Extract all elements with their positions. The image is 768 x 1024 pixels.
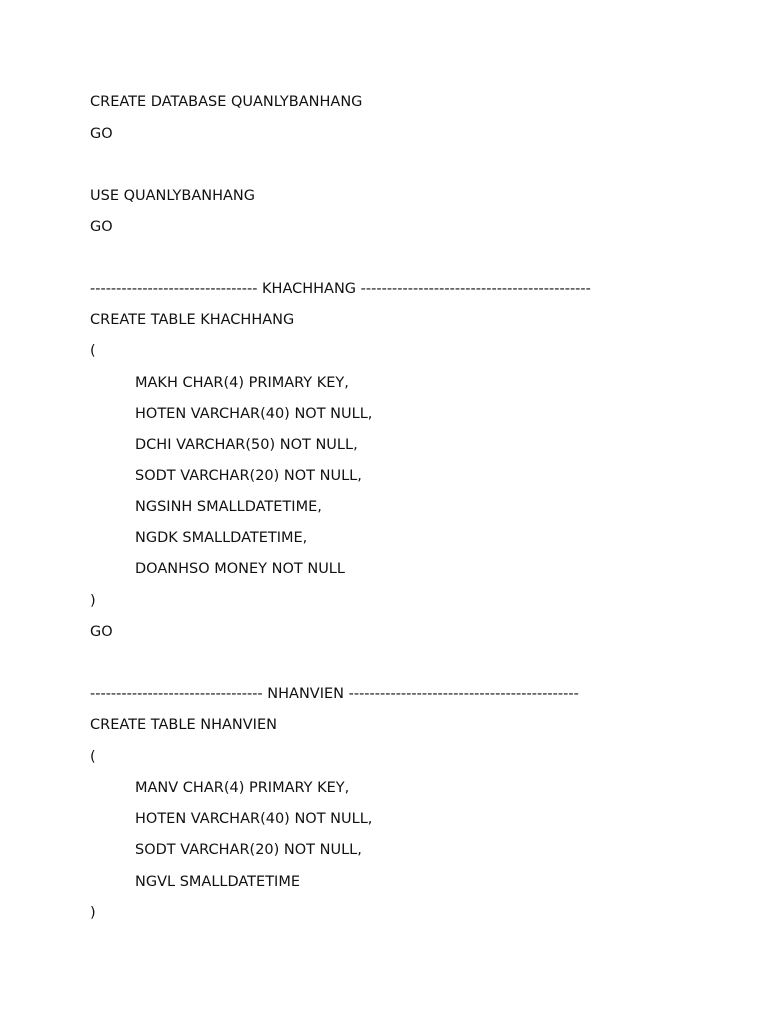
sql-line-create-table-khachhang: CREATE TABLE KHACHHANG xyxy=(90,312,295,328)
column-def-sodt: SODT VARCHAR(20) NOT NULL, xyxy=(135,842,362,858)
column-def-hoten: HOTEN VARCHAR(40) NOT NULL, xyxy=(135,811,373,827)
column-def-dchi: DCHI VARCHAR(50) NOT NULL, xyxy=(135,437,358,453)
sql-line-close-paren: ) xyxy=(90,593,96,609)
sql-line-create-table-nhanvien: CREATE TABLE NHANVIEN xyxy=(90,717,277,733)
section-divider-khachhang: -------------------------------- KHACHHANG -------------------------------------------- xyxy=(90,281,591,297)
sql-line-close-paren: ) xyxy=(90,905,96,921)
column-def-sodt: SODT VARCHAR(20) NOT NULL, xyxy=(135,468,362,484)
sql-line-go: GO xyxy=(90,219,113,235)
column-def-makh: MAKH CHAR(4) PRIMARY KEY, xyxy=(135,375,349,391)
sql-line-open-paren: ( xyxy=(90,343,96,359)
sql-line-go: GO xyxy=(90,624,113,640)
column-def-doanhso: DOANHSO MONEY NOT NULL xyxy=(135,561,345,577)
sql-line-create-database: CREATE DATABASE QUANLYBANHANG xyxy=(90,94,363,110)
column-def-manv: MANV CHAR(4) PRIMARY KEY, xyxy=(135,780,350,796)
section-divider-nhanvien: --------------------------------- NHANVIEN -------------------------------------------- xyxy=(90,686,579,702)
sql-line-open-paren: ( xyxy=(90,749,96,765)
column-def-ngdk: NGDK SMALLDATETIME, xyxy=(135,530,308,546)
sql-line-use-database: USE QUANLYBANHANG xyxy=(90,188,256,204)
column-def-ngvl: NGVL SMALLDATETIME xyxy=(135,874,301,890)
sql-line-go: GO xyxy=(90,126,113,142)
column-def-hoten: HOTEN VARCHAR(40) NOT NULL, xyxy=(135,406,373,422)
column-def-ngsinh: NGSINH SMALLDATETIME, xyxy=(135,499,322,515)
